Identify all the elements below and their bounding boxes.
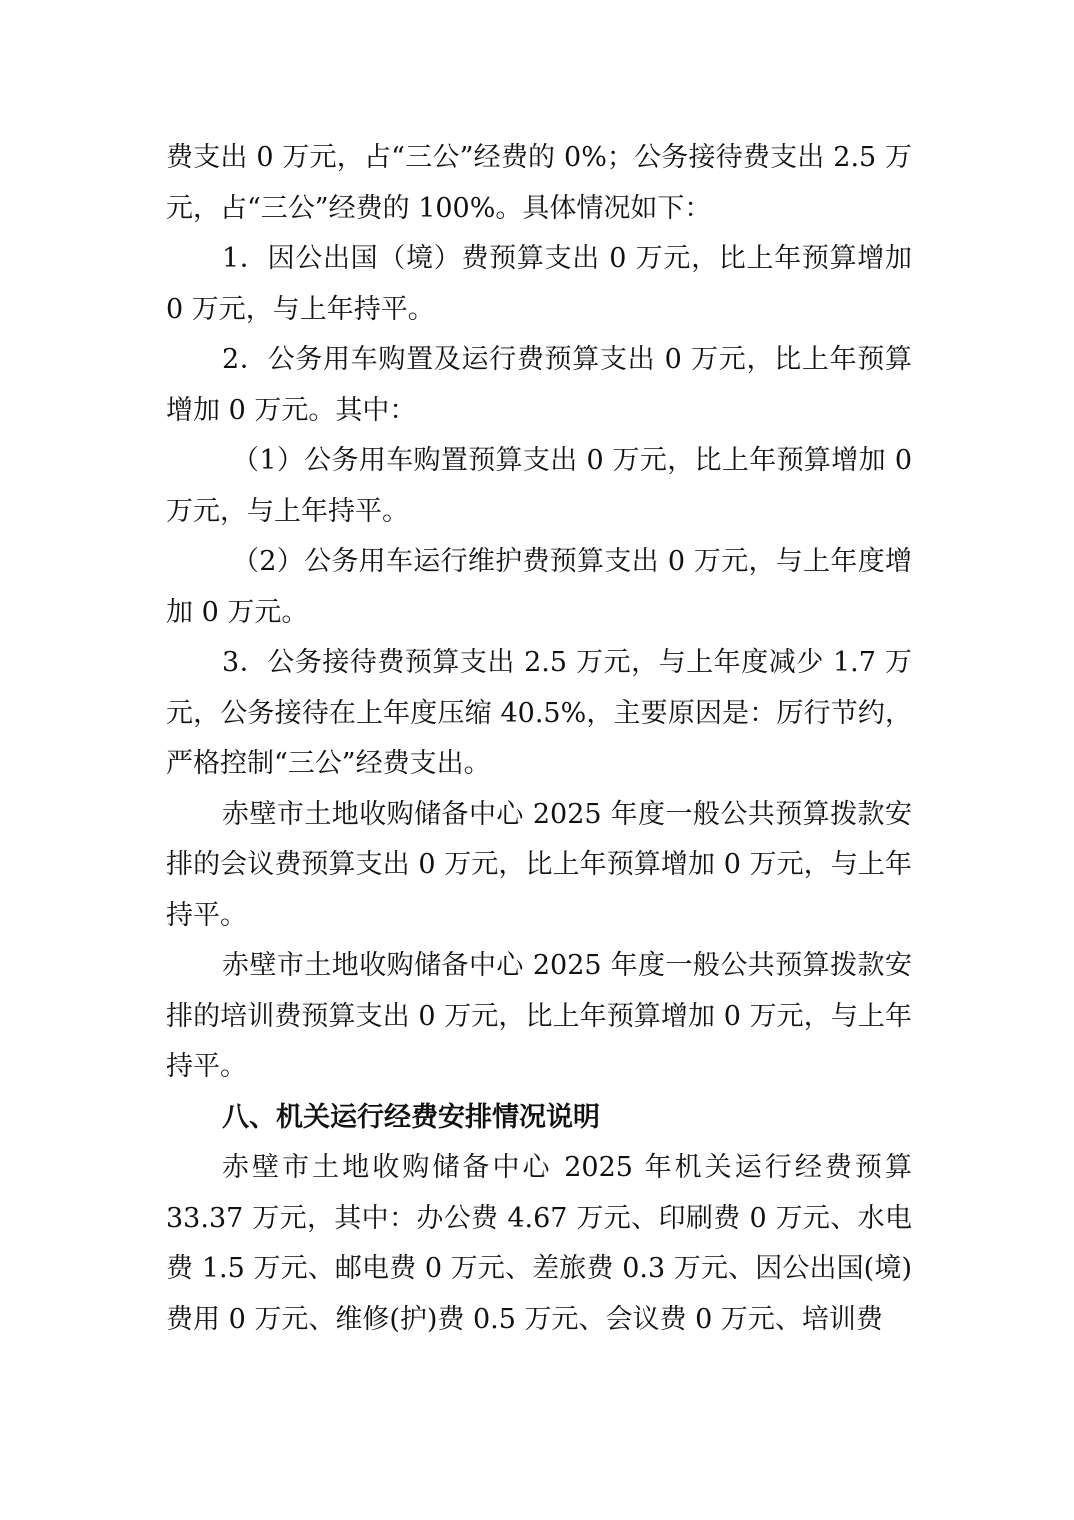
paragraph-subitem-2: （2）公务用车运行维护费预算支出 0 万元，与上年度增加 0 万元。 [166, 546, 912, 628]
paragraph-subitem-1: （1）公务用车购置预算支出 0 万元，比上年预算增加 0 万元，与上年持平。 [166, 445, 912, 527]
section-heading: 八、机关运行经费安排情况说明 [222, 1101, 600, 1133]
paragraph-meeting-fee: 赤壁市土地收购储备中心 2025 年度一般公共预算拨款安排的会议费预算支出 0 万元，比上年预算增加 0 万元，与上年持平。 [166, 798, 912, 931]
document-body [166, 133, 912, 1345]
paragraph-item-3: 3．公务接待费预算支出 2.5 万元，与上年度减少 1.7 万元，公务接待在上年度压缩 40.5%，主要原因是：厉行节约，严格控制“三公”经费支出。 [166, 647, 912, 779]
paragraph-continued: 费支出 0 万元，占“三公”经费的 0%；公务接待费支出 2.5 万元，占“三公”经费的 100%。具体情况如下： [166, 142, 912, 224]
paragraph-item-1: 1．因公出国（境）费预算支出 0 万元，比上年预算增加 0 万元，与上年持平。 [166, 243, 912, 325]
paragraph-training-fee: 赤壁市土地收购储备中心 2025 年度一般公共预算拨款安排的培训费预算支出 0 万元，比上年预算增加 0 万元，与上年持平。 [166, 950, 912, 1082]
paragraph-item-2: 2．公务用车购置及运行费预算支出 0 万元，比上年预算增加 0 万元。其中： [166, 344, 912, 426]
paragraph-operating-expenses: 赤壁市土地收购储备中心 2025 年机关运行经费预算 33.37 万元，其中：办公费 4.67 万元、印刷费 0 万元、水电费 1.5 万元、邮电费 0 万元、差旅费 0.3 万元、因公出国(境)费用 0 万元、维修(护)费 0.5 万元、会议费 0 万元、培训费 [166, 1152, 912, 1335]
